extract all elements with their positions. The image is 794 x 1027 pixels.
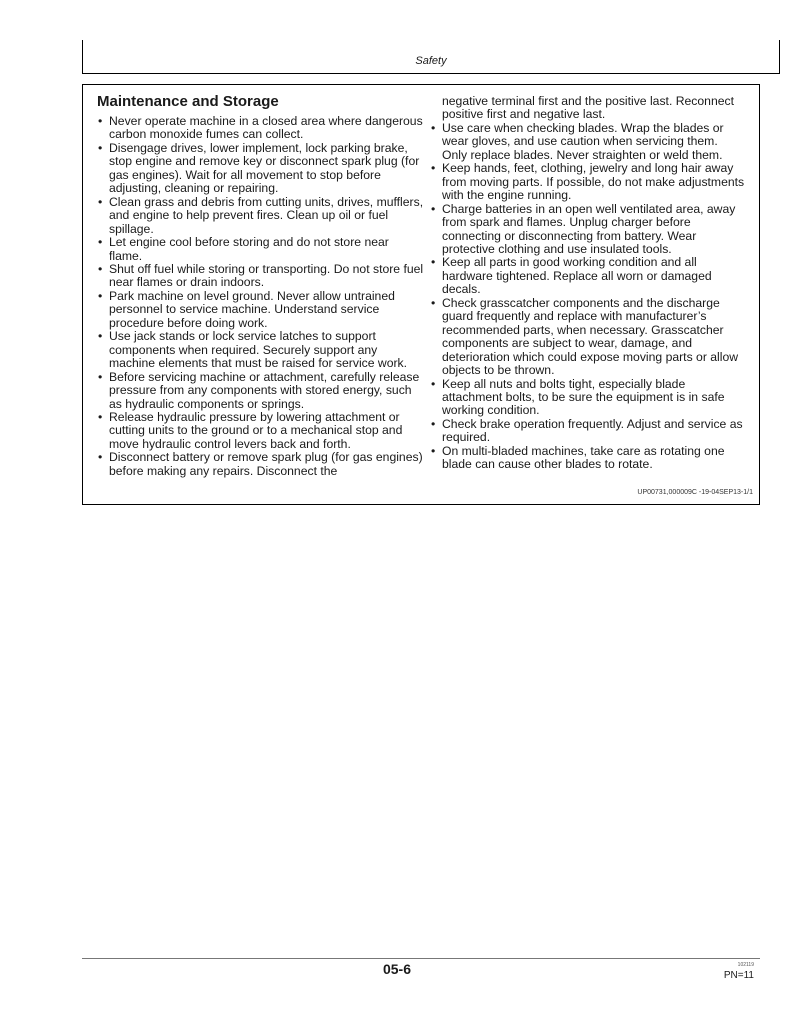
page-number: 05-6 xyxy=(382,961,412,977)
section-title: Maintenance and Storage xyxy=(97,93,279,110)
page-header xyxy=(82,40,780,74)
footer-small-code: 102119 xyxy=(737,962,754,968)
list-item: • Before servicing machine or attachment, carefully release pressure from any components with stored energy, such as hydraulic components or springs. xyxy=(97,371,425,411)
list-item: • Never operate machine in a closed area where dangerous carbon monoxide fumes can collect. xyxy=(97,115,425,142)
list-item: • Use jack stands or lock service latches to support components when required. Securely support any machine elements that must be raised for service work. xyxy=(97,330,425,370)
list-item: • Keep all parts in good working condition and all hardware tightened. Replace all worn or damaged decals. xyxy=(430,256,745,296)
left-column xyxy=(97,85,425,478)
header-title: Safety xyxy=(415,55,447,67)
list-item: • Release hydraulic pressure by lowering attachment or cutting units to the ground or to a mechanical stop and move hydraulic control levers back and forth. xyxy=(97,411,425,451)
list-item: • Clean grass and debris from cutting units, drives, mufflers, and engine to help prevent fires. Clean up oil or fuel spillage. xyxy=(97,196,425,236)
list-item: • On multi-bladed machines, take care as rotating one blade can cause other blades to rotate. xyxy=(430,445,745,472)
list-item: • Keep hands, feet, clothing, jewelry and long hair away from moving parts. If possible, do not make adjustments with the engine running. xyxy=(430,162,745,202)
reference-code: UP00731,000009C -19-04SEP13-1/1 xyxy=(637,489,753,496)
list-item: • Disconnect battery or remove spark plug (for gas engines) before making any repairs. Disconnect the xyxy=(97,451,425,478)
list-item: • Check brake operation frequently. Adjust and service as required. xyxy=(430,418,745,445)
left-list xyxy=(97,115,425,478)
list-item: • Park machine on level ground. Never allow untrained personnel to service machine. Understand service procedure before doing work. xyxy=(97,290,425,330)
continued-text: negative terminal first and the positive last. Reconnect positive first and negative last. xyxy=(442,94,734,122)
list-item: • Use care when checking blades. Wrap the blades or wear gloves, and use caution when servicing them. Only replace blades. Never straighten or weld them. xyxy=(430,122,745,162)
list-item: • Let engine cool before storing and do not store near flame. xyxy=(97,236,425,263)
content-box xyxy=(82,84,760,505)
right-list xyxy=(430,122,745,472)
list-item: • Keep all nuts and bolts tight, especially blade attachment bolts, to be sure the equipment is in safe working condition. xyxy=(430,378,745,418)
footer-pn: PN=11 xyxy=(723,970,754,981)
list-item: • Charge batteries in an open well ventilated area, away from spark and flames. Unplug charger before connecting or disconnecting from battery. Wear protective clothing and use insulated tools. xyxy=(430,203,745,257)
list-item: • Shut off fuel while storing or transporting. Do not store fuel near flames or drain indoors. xyxy=(97,263,425,290)
list-item: • Check grasscatcher components and the discharge guard frequently and replace with manufacturer’s recommended parts, when necessary. Grasscatcher components are subject to wear, damage, and deterioration which could expose moving parts or allow objects to be thrown. xyxy=(430,297,745,378)
right-column xyxy=(430,85,745,472)
list-item: • Disengage drives, lower implement, lock parking brake, stop engine and remove key or disconnect spark plug (for gas engines). Wait for all movement to stop before adjusting, cleaning or repairing. xyxy=(97,142,425,196)
footer-divider xyxy=(82,958,760,959)
